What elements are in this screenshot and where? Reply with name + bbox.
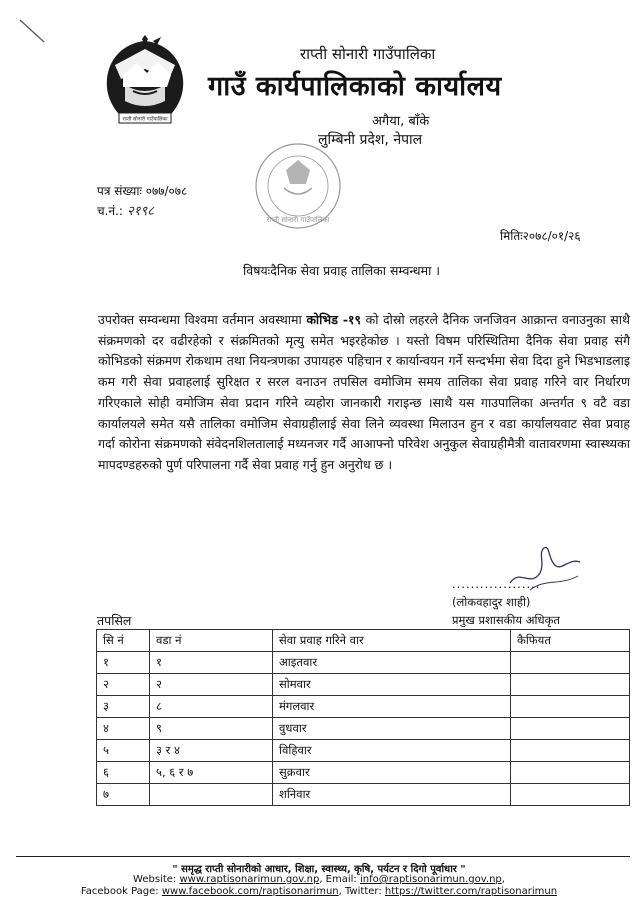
footer-contact xyxy=(0,874,638,885)
twitter-link[interactable]: https://twitter.com/raptisonarimun xyxy=(384,886,558,897)
table-row xyxy=(97,718,630,740)
body-text-part2: को दोस्रो लहरले दैनिक जनजिवन आक्रान्त वनाउनुका साथै संक्रमणको दर वढीरहेको र संक्रमितको मृत्यु समेत भइरहेकोछ । यस्तो विषम परिस्थितिमा दैनिक सेवा प्रवाह संगै कोभिडको संक्रमण रोकथाम तथा नियन्त्रणका उपायहरु पहिचान र कार्यान्वयन गर्ने सन्दर्भमा सेवा दिदा हुने भिडभाडलाइ कम गरी सेवा प्रवाहलाई सुरिक्षत र सरल वनाउन तपसिल वमोजिम समय तालिका सेवा प्रवाह गरिने वार निर्धारण गरिएकाले सोही वमोजिम सेवा प्रदान गरिने व्यहोरा जानकारी गराइन्छ ।साथै यस गाउपालिका अन्तर्गत ९ वटै वडा कार्यालयले समेत यसै तालिका वमोजिम सेवाग्रहीलाई सेवा लिने व्यवस्था मिलाउन हुन र वडा कार्यालयवाट सेवा प्रवाह गर्दा कोरोना संक्रमणको संवेदनशिलतालाई मध्यनजर गर्दै आआफ्नो परिवेश अनुकुल सेवाग्रहीमैत्री वातावरणमा स्वास्थ्यका मापदण्डहरुको पुर्ण परिपालना गर्दै सेवा प्रवाह गर्नु हुन अनुरोध छ । xyxy=(98,312,630,472)
facebook-link[interactable]: www.facebook.com/raptisonarimun xyxy=(161,886,339,897)
dispatch-number-label: च.नं.: xyxy=(97,204,123,218)
cell-serial: ४ xyxy=(97,718,150,740)
footer-divider xyxy=(16,856,630,857)
header-ward: वडा नं xyxy=(150,630,273,652)
letter-number-label: पत्र संख्याः xyxy=(97,184,142,198)
email-trail: , xyxy=(501,874,505,885)
cell-serial: १ xyxy=(97,652,150,674)
table-header-row xyxy=(97,630,630,652)
cell-ward: ५, ६ र ७ xyxy=(150,762,273,784)
cell-ward: १ xyxy=(150,652,273,674)
facebook-label: Facebook Page: xyxy=(80,886,162,897)
office-title: गाउँ कार्यपालिकाको कार्यालय xyxy=(208,71,502,102)
signatory-name: (लोकवहादुर शाही) xyxy=(452,595,531,609)
cell-day: आइतवार xyxy=(273,652,511,674)
cell-ward xyxy=(150,784,273,806)
cell-serial: ३ xyxy=(97,696,150,718)
municipality-name: राप्ती सोनारी गाउँपालिका xyxy=(300,45,436,63)
letter-number-value: ०७७/०७८ xyxy=(145,184,188,198)
emblem-text: राप्ती सोनारी गाउँपालिका xyxy=(122,116,168,123)
cell-serial: २ xyxy=(97,674,150,696)
letter-body xyxy=(98,310,630,476)
letter-date: मितिः२०७८/०१/२६ xyxy=(500,229,581,243)
office-seal-stamp xyxy=(248,140,348,235)
cell-day: मंगलवार xyxy=(273,696,511,718)
cell-ward: ८ xyxy=(150,696,273,718)
table-row xyxy=(97,740,630,762)
header-remarks: कैफियत xyxy=(511,630,630,652)
office-province: लुम्बिनी प्रदेश, नेपाल xyxy=(318,132,423,148)
table-row xyxy=(97,762,630,784)
dispatch-number-value: २१९८ xyxy=(126,204,154,219)
cell-remarks xyxy=(511,652,630,674)
website-label: Website: xyxy=(133,874,180,885)
table-row xyxy=(97,674,630,696)
cell-remarks xyxy=(511,696,630,718)
cell-serial: ६ xyxy=(97,762,150,784)
cell-remarks xyxy=(511,740,630,762)
email-link[interactable]: info@raptisonarimun.gov.np xyxy=(359,874,502,885)
letter-subject: विषयःदैनिक सेवा प्रवाह तालिका सम्वन्धमा । xyxy=(243,263,441,278)
header-service-day: सेवा प्रवाह गरिने वार xyxy=(273,630,511,652)
cell-ward: २ xyxy=(150,674,273,696)
cell-day: सुक्रवार xyxy=(273,762,511,784)
service-schedule-table xyxy=(96,629,630,806)
cell-day: विहिवार xyxy=(273,740,511,762)
pen-mark xyxy=(18,18,46,46)
cell-remarks xyxy=(511,718,630,740)
cell-remarks xyxy=(511,762,630,784)
nepal-emblem-logo xyxy=(95,35,195,135)
letter-number xyxy=(97,182,187,199)
signature-block xyxy=(452,575,560,629)
body-text-bold: कोभिड -१९ xyxy=(306,312,362,327)
schedule-caption: तपसिल xyxy=(97,613,132,628)
cell-serial: ५ xyxy=(97,740,150,762)
cell-remarks xyxy=(511,784,630,806)
dispatch-number xyxy=(97,201,154,219)
cell-day: सोमवार xyxy=(273,674,511,696)
email-label: , Email: xyxy=(319,874,360,885)
twitter-label: , Twitter: xyxy=(338,886,385,897)
website-link[interactable]: www.raptisonarimun.gov.np xyxy=(179,874,320,885)
footer-motto: " समृद्ध राप्ती सोनारीको आधार, शिक्षा, स्वास्थ्य, कृषि, पर्यटन र दिगो पूर्वाधार " xyxy=(172,864,466,875)
signatory-title: प्रमुख प्रशासकीय अधिकृत xyxy=(452,613,560,627)
cell-ward: ९ xyxy=(150,718,273,740)
signature-line: ................... xyxy=(452,577,541,591)
header-serial: सि नं xyxy=(97,630,150,652)
office-location: अगैया, बाँके xyxy=(372,114,430,129)
footer-social xyxy=(0,886,638,897)
table-row xyxy=(97,652,630,674)
table-row xyxy=(97,696,630,718)
cell-remarks xyxy=(511,674,630,696)
cell-serial: ७ xyxy=(97,784,150,806)
cell-day: वुधवार xyxy=(273,718,511,740)
cell-day: शनिवार xyxy=(273,784,511,806)
cell-ward: ३ र ४ xyxy=(150,740,273,762)
table-row xyxy=(97,784,630,806)
seal-text: राप्ती सोनारी गाउँपालिका xyxy=(266,216,330,224)
body-text-part1: उपरोक्त सम्वन्धमा विश्वमा वर्तमान अवस्थामा xyxy=(98,312,307,327)
